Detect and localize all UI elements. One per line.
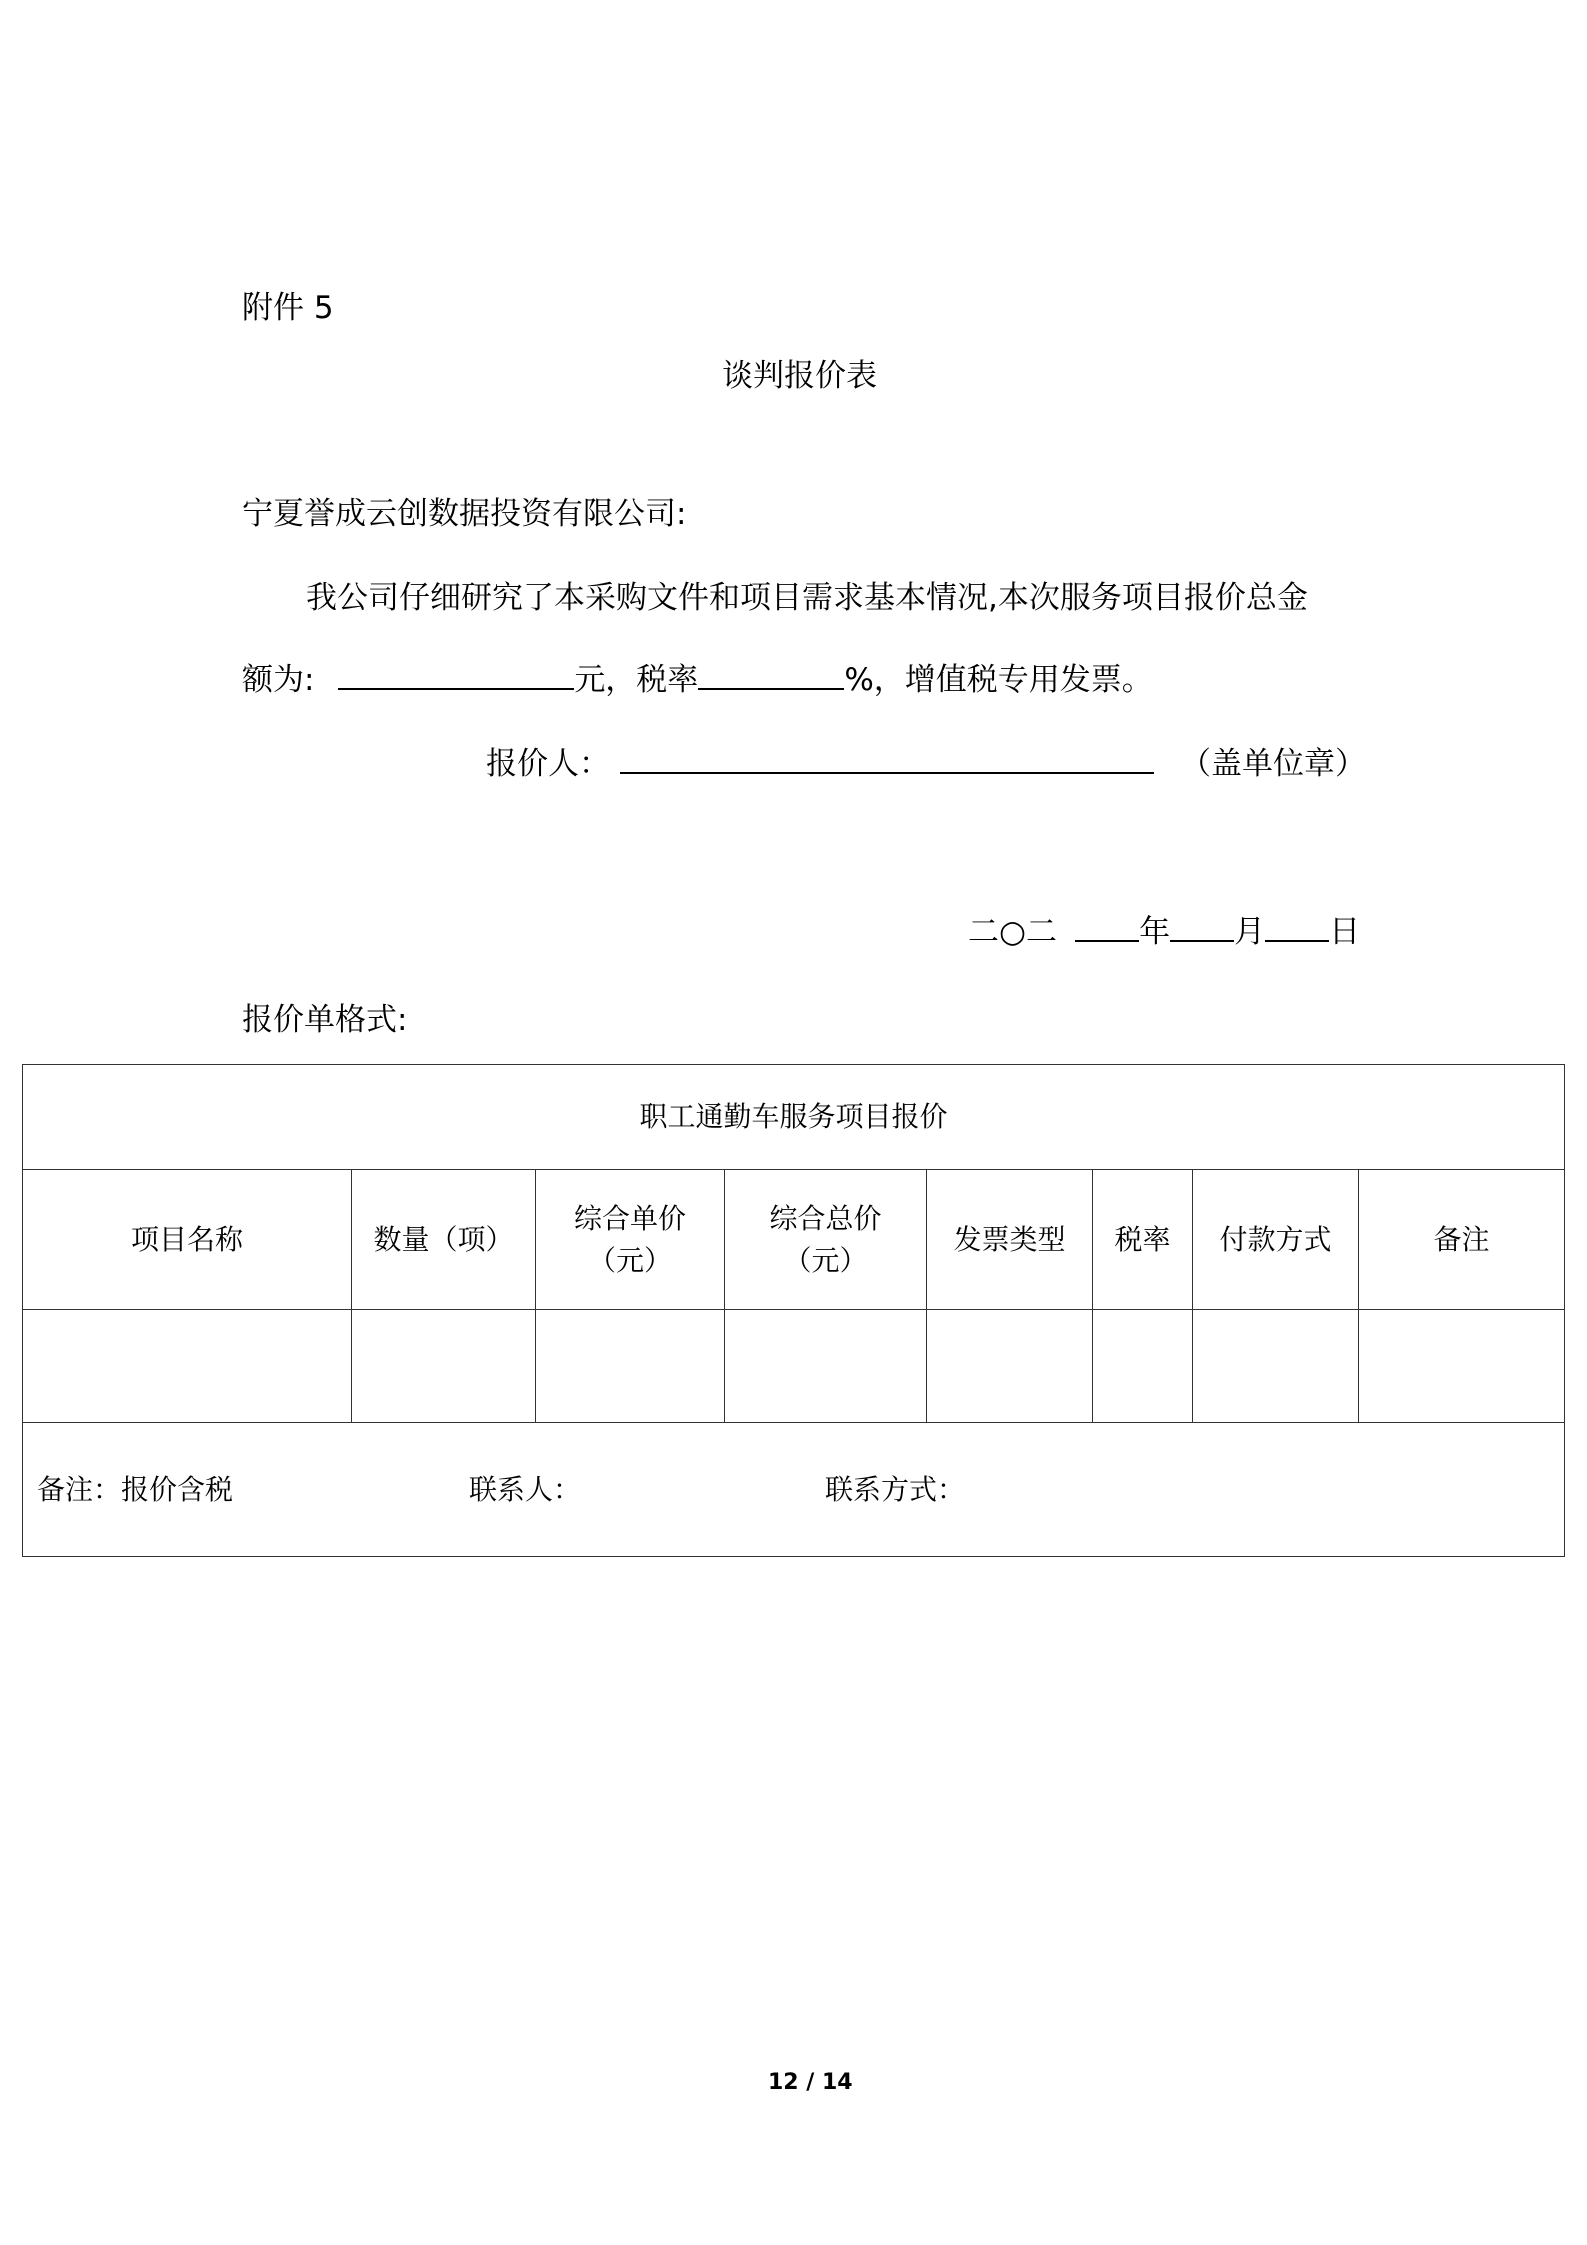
addressee: 宁夏誉成云创数据投资有限公司:	[242, 496, 687, 532]
month-blank[interactable]	[1170, 906, 1234, 942]
quote-table	[22, 1064, 1565, 1557]
header-quantity: 数量（项）	[352, 1170, 536, 1310]
tax-rate-blank[interactable]	[698, 654, 844, 690]
header-total-price: 综合总价 （元）	[725, 1170, 927, 1310]
format-label: 报价单格式:	[242, 1002, 408, 1038]
cell-invoice-type[interactable]	[927, 1310, 1093, 1423]
amount-label: 额为:	[242, 662, 315, 698]
header-item-name: 项目名称	[23, 1170, 352, 1310]
header-remarks: 备注	[1359, 1170, 1565, 1310]
body-line-2	[242, 654, 1153, 699]
year-blank[interactable]	[1075, 906, 1139, 942]
page-title: 谈判报价表	[722, 358, 877, 394]
page-number: 12 / 14	[768, 2070, 853, 2095]
table-row	[23, 1310, 1565, 1423]
date-line	[968, 906, 1360, 951]
body-line-1: 我公司仔细研究了本采购文件和项目需求基本情况,本次服务项目报价总金	[306, 580, 1308, 616]
footer-note: 备注：报价含税	[37, 1472, 234, 1506]
cell-item-name[interactable]	[23, 1310, 352, 1423]
amount-blank[interactable]	[338, 654, 574, 690]
table-title: 职工通勤车服务项目报价	[23, 1065, 1565, 1170]
footer-contact-method: 联系方式：	[825, 1472, 966, 1506]
quoter-label: 报价人：	[486, 746, 610, 782]
table-header-row	[23, 1170, 1565, 1310]
cell-unit-price[interactable]	[536, 1310, 725, 1423]
quoter-line	[486, 738, 1366, 783]
tax-rate-suffix: %，增值税专用发票。	[844, 662, 1153, 698]
year-label: 年	[1139, 914, 1171, 950]
cell-payment-method[interactable]	[1193, 1310, 1359, 1423]
day-blank[interactable]	[1265, 906, 1329, 942]
month-label: 月	[1234, 914, 1266, 950]
attachment-label: 附件 5	[242, 290, 334, 326]
cell-quantity[interactable]	[352, 1310, 536, 1423]
date-prefix: 二○二	[968, 914, 1058, 950]
stamp-note: （盖单位章）	[1180, 746, 1366, 782]
footer-contact: 联系人：	[469, 1472, 582, 1506]
cell-total-price[interactable]	[725, 1310, 927, 1423]
header-payment-method: 付款方式	[1193, 1170, 1359, 1310]
header-unit-price: 综合单价 （元）	[536, 1170, 725, 1310]
cell-remarks[interactable]	[1359, 1310, 1565, 1423]
amount-unit: 元，税率	[574, 662, 699, 698]
cell-tax-rate[interactable]	[1093, 1310, 1193, 1423]
header-tax-rate: 税率	[1093, 1170, 1193, 1310]
table-footer	[23, 1423, 1565, 1557]
quoter-blank[interactable]	[620, 738, 1154, 774]
header-invoice-type: 发票类型	[927, 1170, 1093, 1310]
day-label: 日	[1329, 914, 1361, 950]
